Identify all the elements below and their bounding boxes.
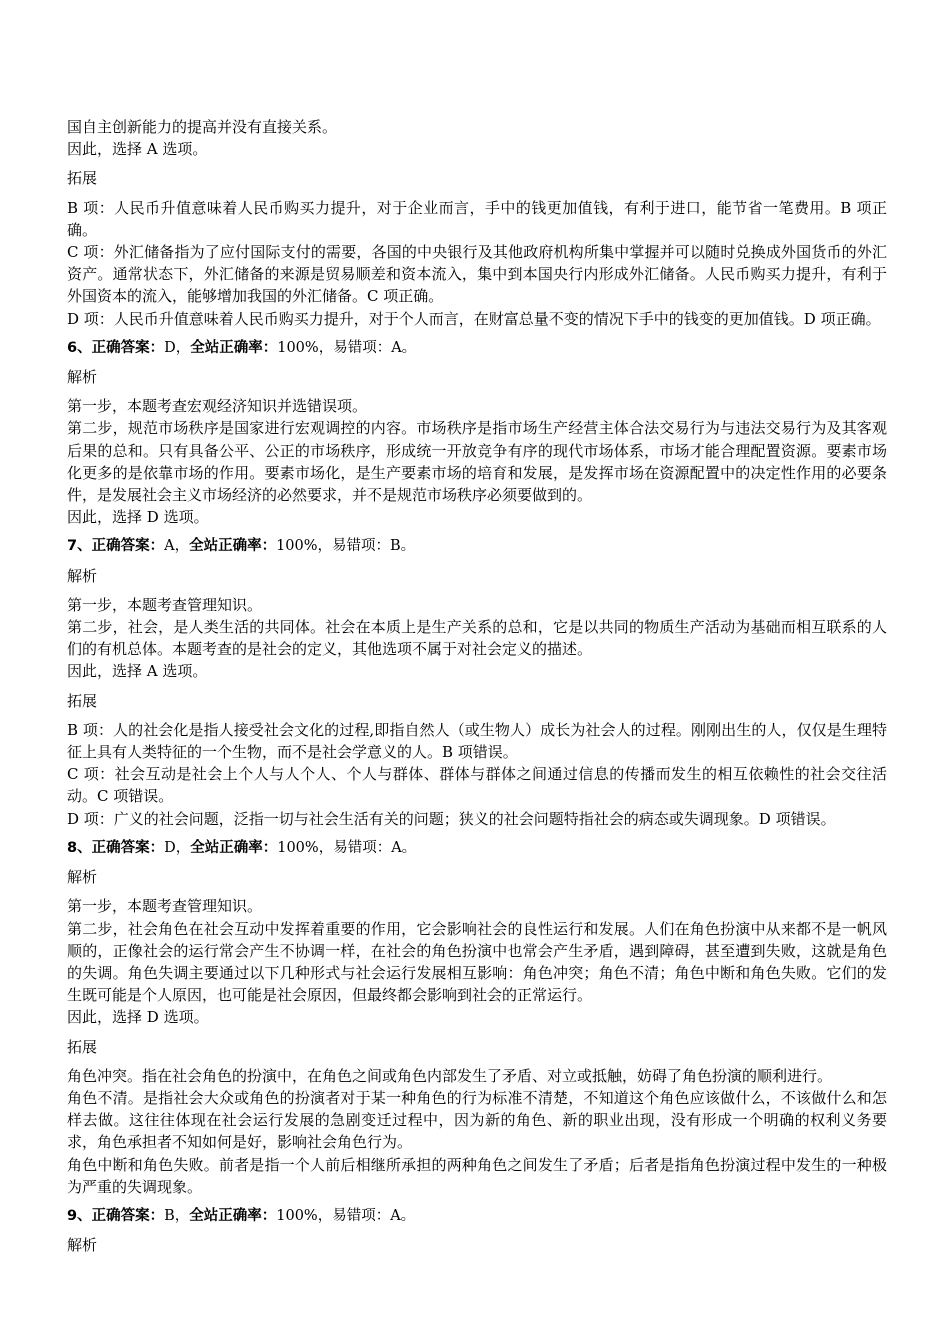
document-body: [67, 116, 887, 1256]
question-number: 8、: [67, 839, 92, 856]
paragraph: D 项：广义的社会问题，泛指一切与社会生活有关的问题；狭义的社会问题特指社会的病态或失调现象。D 项错误。: [67, 809, 836, 828]
paragraph: 第二步，社会角色在社会互动中发挥着重要的作用，它会影响社会的良性运行和发展。人们在角色扮演中从来都不是一帆风顺的，正像社会的运行常会产生不协调一样，在社会的角色扮演中也常会产生矛盾，遇到障碍，甚至遭到失败，这就是角色的失调。角色失调主要通过以下几种形式与社会运行发展相互影响：角色冲突；角色不清；角色中断和角色失败。它们的发生既可能是个人原因，也可能是社会原因，但最终都会影响到社会的正常运行。: [67, 919, 887, 1005]
paragraph: 因此，选择 A 选项。: [67, 662, 208, 681]
section-heading-analysis: 解析: [67, 1236, 98, 1255]
section-heading-analysis: 解析: [67, 368, 98, 387]
answer-value: D，: [164, 339, 191, 356]
answer-line-q9: [67, 1205, 887, 1227]
answer-label: 正确答案：: [91, 538, 165, 555]
rate-label: 全站正确率：: [189, 538, 277, 555]
paragraph: 第一步，本题考查管理知识。: [67, 595, 263, 614]
answer-label: 正确答案：: [91, 339, 165, 356]
paragraph: C 项：外汇储备指为了应付国际支付的需要，各国的中央银行及其他政府机构所集中掌握并可以随时兑换成外国货币的外汇资产。通常状态下，外汇储备的来源是贸易顺差和资本流入，集中到本国央行内形成外汇储备。人民币购买力提升，有利于外国资本的流入，能够增加我国的外汇储备。C 项正确。: [67, 243, 887, 306]
question-number: 9、: [67, 1207, 92, 1224]
answer-line-q8: [67, 837, 887, 859]
answer-line-q6: [67, 337, 887, 359]
paragraph: 角色不清。是指社会大众或角色的扮演者对于某一种角色的行为标准不清楚，不知道这个角色应该做什么，不该做什么和怎样去做。这往往体现在社会运行发展的急剧变迁过程中，因为新的角色、新的职业出现，没有形成一个明确的权利义务要求，角色承担者不知如何是好，影响社会角色行为。: [67, 1088, 887, 1152]
rate-label: 全站正确率：: [190, 839, 278, 856]
answer-label: 正确答案：: [91, 1207, 165, 1224]
paragraph: 国自主创新能力的提高并没有直接关系。: [67, 118, 338, 136]
rate-label: 全站正确率：: [190, 339, 278, 356]
section-heading-analysis: 解析: [67, 566, 98, 585]
section-heading-extension: 拓展: [67, 1037, 98, 1056]
rate-value: 100%，易错项：A。: [276, 1207, 416, 1224]
paragraph: 第一步，本题考查管理知识。: [67, 897, 263, 916]
rate-value: 100%，易错项：A。: [277, 839, 417, 856]
paragraph: 第二步，社会，是人类生活的共同体。社会在本质上是生产关系的总和，它是以共同的物质生产活动为基础而相互联系的人们的有机总体。本题考查的是社会的定义，其他选项不属于对社会定义的描述。: [67, 618, 887, 659]
paragraph: 第二步，规范市场秩序是国家进行宏观调控的内容。市场秩序是指市场生产经营主体合法交易行为与违法交易行为及其客观后果的总和。只有具备公平、公正的市场秩序，形成统一开放竞争有序的现代市场体系，市场才能合理配置资源。要素市场化更多的是依靠市场的作用。要素市场化，是生产要素市场的培育和发展，是发挥市场在资源配置中的决定性作用的必要条件，是发展社会主义市场经济的必然要求，并不是规范市场秩序必须要做到的。: [67, 419, 887, 505]
question-number: 7、: [67, 538, 92, 555]
paragraph: 角色中断和角色失败。前者是指一个人前后相继所承担的两种角色之间发生了矛盾；后者是指角色扮演过程中发生的一种极为严重的失调现象。: [67, 1155, 887, 1196]
question-number: 6、: [67, 339, 92, 356]
paragraph: 角色冲突。指在社会角色的扮演中，在角色之间或角色内部发生了矛盾、对立或抵触，妨碍了角色扮演的顺利进行。: [67, 1066, 833, 1085]
answer-value: A，: [164, 538, 190, 555]
answer-line-q7: [67, 535, 887, 557]
answer-value: D，: [164, 839, 191, 856]
paragraph: 因此，选择 D 选项。: [67, 1008, 209, 1027]
paragraph: 第一步，本题考查宏观经济知识并选错误项。: [67, 397, 368, 416]
paragraph: D 项：人民币升值意味着人民币购买力提升，对于个人而言，在财富总量不变的情况下手中的钱变的更加值钱。D 项正确。: [67, 309, 881, 328]
paragraph: C 项：社会互动是社会上个人与人个人、个人与群体、群体与群体之间通过信息的传播而发生的相互依赖性的社会交往活动。C 项错误。: [67, 765, 887, 806]
paragraph: 因此，选择 D 选项。: [67, 508, 209, 527]
answer-label: 正确答案：: [91, 839, 165, 856]
rate-value: 100%，易错项：A。: [277, 339, 417, 356]
section-heading-extension: 拓展: [67, 169, 98, 188]
section-heading-analysis: 解析: [67, 868, 98, 887]
paragraph: 因此，选择 A 选项。: [67, 140, 208, 159]
section-heading-extension: 拓展: [67, 691, 98, 710]
answer-value: B，: [164, 1207, 190, 1224]
paragraph: B 项：人的社会化是指人接受社会文化的过程,即指自然人（或生物人）成长为社会人的过程。刚刚出生的人，仅仅是生理特征上具有人类特征的一个生物，而不是社会学意义的人。B 项错误。: [67, 720, 887, 762]
rate-label: 全站正确率：: [189, 1207, 277, 1224]
paragraph: B 项：人民币升值意味着人民币购买力提升，对于企业而言，手中的钱更加值钱，有利于进口，能节省一笔费用。B 项正确。: [67, 198, 887, 239]
rate-value: 100%，易错项：B。: [276, 538, 416, 555]
